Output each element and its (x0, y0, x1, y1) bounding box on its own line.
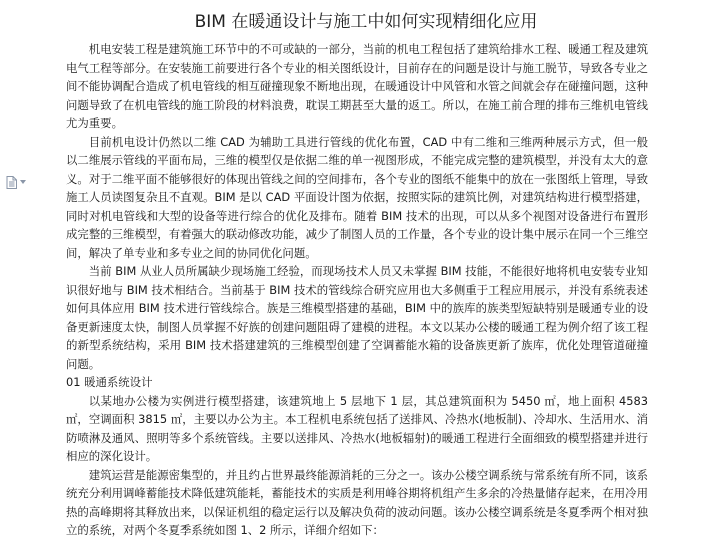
chevron-down-icon (20, 180, 26, 184)
paragraph: 建筑运营是能源密集型的，并且约占世界最终能源消耗的三分之一。该办公楼空调系统与常系统有所不同，该系统充分利用调峰蓄能技术降低建筑能耗，蓄能技术的实质是利用峰谷期将机组产生多余的冷热量储存起来，在用冷用热的高峰期将其释放出来，以保证机组的稳定运行以及解决负荷的波动问题。该办公楼空调系统是冬夏季两个相对独立的系统，对两个冬夏季系统如图 1、2 所示，详细介绍如下： (66, 467, 648, 537)
section-heading: 01 暖通系统设计 (66, 375, 153, 389)
paragraph: 以某地办公楼为实例进行模型搭建，该建筑地上 5 层地下 1 层，其总建筑面积为 5450 ㎡，地上面积 4583 ㎡，空调面积 3815 ㎡，主要以办公为主。本工程机电系统包括了送排风、冷热水(地板制)、冷却水、生活用水、消防喷淋及通风、照明等多个系统管线。主要以送排风、冷热水(地板辐射)的暖通工程进行全面细致的模型搭建并进行相应的深化设计。 (66, 393, 648, 463)
paragraph: 目前机电设计仍然以二维 CAD 为辅助工具进行管线的优化布置，CAD 中有二维和三维两种展示方式，但一般以二维展示管线的平面布局，三维的模型仅是依据二维的单一视图形成，不能完成完整的建筑模型，并没有太大的意义。对于二维平面不能够很好的体现出管线之间的空间排布，各个专业的图纸不能集中的放在一张图纸上管理，导致施工人员读图复杂且不直观。BIM 是以 CAD 平面设计图为依据，按照实际的建筑比例，对建筑结构进行模型搭建，同时对机电管线和大型的设备等进行综合的优化及排布。随着 BIM 技术的出现，可以从多个视图对设备进行布置形成完整的三维模型，有着强大的联动修改功能，减少了制图人员的工作量，各个专业的设计集中展示在同一个三维空间，解决了单专业和多专业之间的协同优化问题。 (66, 134, 648, 260)
paragraph: 机电安装工程是建筑施工环节中的不可或缺的一部分，当前的机电工程包括了建筑给排水工程、暖通工程及建筑电气工程等部分。在安装施工前要进行各个专业的相关图纸设计，目前存在的问题是设计与施工脱节，导致各专业之间不能协调配合造成了机电管线的相互碰撞现象不断地出现，在暖通设计中风管和水管之间就会存在碰撞问题，这种问题导致了在机电管线的施工阶段的材料浪费，耽误工期甚至大量的返工。所以，在施工前合理的排布三维机电管线尤为重要。 (66, 42, 648, 130)
document-body (66, 40, 648, 540)
document-title: BIM 在暖通设计与施工中如何实现精细化应用 (194, 12, 538, 32)
paste-options-button[interactable] (6, 175, 34, 189)
document-options-icon (6, 176, 17, 189)
paragraph: 当前 BIM 从业人员所属缺少现场施工经验，而现场技术人员又未掌握 BIM 技能，不能很好地将机电安装专业知识很好地与 BIM 技术相结合。当前基于 BIM 技术的管线综合研究应用也大多侧重于工程应用展示，并没有系统表述如何具体应用 BIM 技术进行管线综合。族是三维模型搭建的基础，BIM 中的族库的族类型短缺特别是暖通专业的设备更新速度太快，制图人员掌握不好族的创建问题阻碍了建模的进程。本文以某办公楼的暖通工程为例介绍了该工程的新型系统结构，采用 BIM 技术搭建建筑的三维模型创建了空调蓄能水箱的设备族更新了族库，优化处理管道碰撞问题。 (66, 264, 648, 371)
